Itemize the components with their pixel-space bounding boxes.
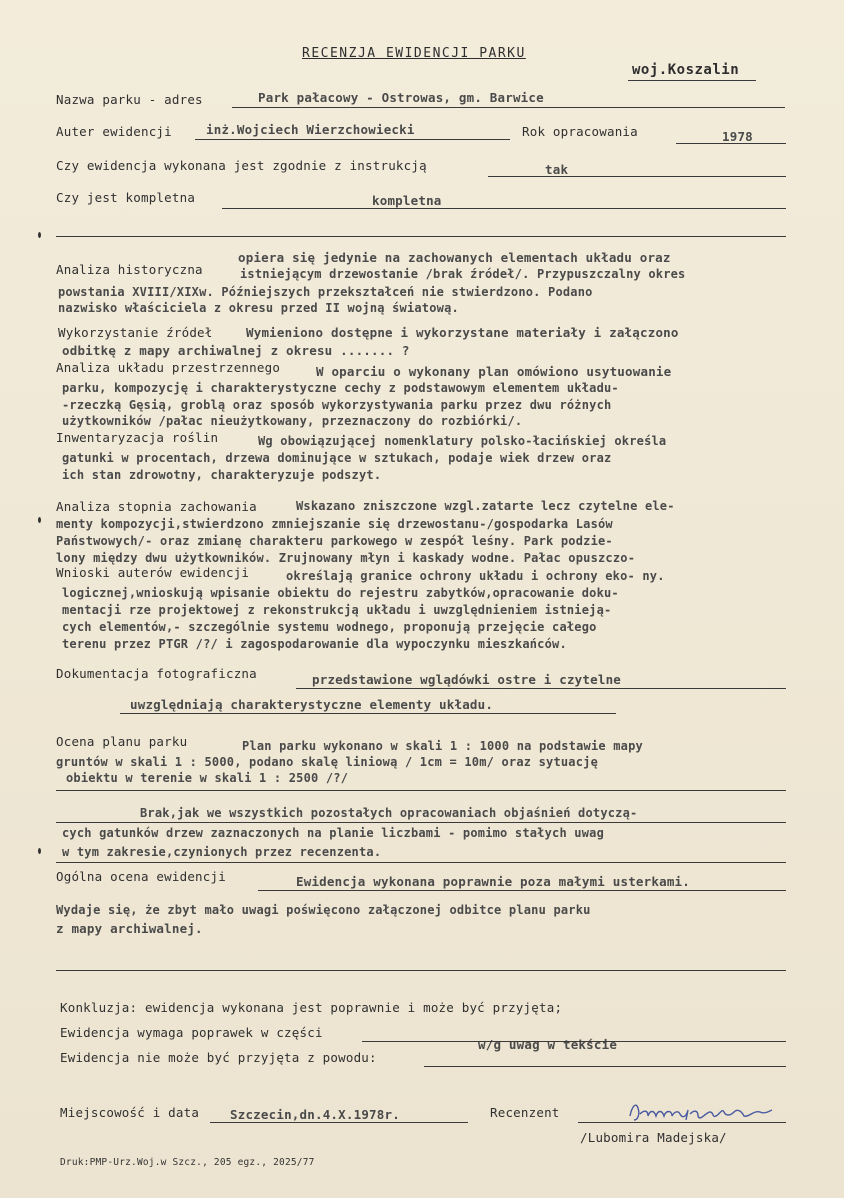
photo-line-2: uwzględniają charakterystyczne elementy układu. bbox=[130, 697, 494, 712]
sources-line-2: odbitkę z mapy archiwalnej z okresu ....... ? bbox=[62, 343, 410, 358]
conclusion-corrections-value: w/g uwag w tekście bbox=[478, 1037, 618, 1052]
plan-line-3: obiektu w terenie w skali 1 : 2500 /?/ bbox=[66, 771, 349, 785]
complete-label: Czy jest kompletna bbox=[56, 190, 196, 205]
preservation-line-1: Wskazano zniszczone wzgl.zatarte lecz czytelne ele- bbox=[296, 499, 675, 513]
conclusion-corrections-line bbox=[362, 1041, 786, 1042]
plants-line-3: ich stan zdrowotny, charakteryzuje podszyt. bbox=[62, 468, 382, 482]
conclusions-line-4: cych elementów,- szczególnie systemu wodnego, proponują przejęcie całego bbox=[62, 620, 597, 634]
author-line bbox=[195, 139, 510, 140]
layout-line-4: użytkowników /pałac nieużytkowany, przeznaczony do rozbiórki/. bbox=[62, 414, 523, 428]
overall-label: Ogólna ocena ewidencji bbox=[56, 869, 226, 884]
history-line-4: nazwisko właściciela z okresu przed II wojną światową. bbox=[58, 301, 459, 315]
layout-label: Analiza układu przestrzennego bbox=[56, 360, 281, 375]
history-line-2: istniejącym drzewostanie /brak źródeł/. Przypuszczalny okres bbox=[240, 267, 686, 281]
park-name-label: Nazwa parku - adres bbox=[56, 92, 203, 107]
region-label: woj.Koszalin bbox=[632, 62, 740, 78]
conclusions-label: Wnioski auterów ewidencji bbox=[56, 565, 250, 580]
author-value: inż.Wojciech Wierzchowiecki bbox=[206, 122, 415, 137]
plan-line-2: gruntów w skali 1 : 5000, podano skalę liniową / 1cm = 10m/ oraz sytuację bbox=[56, 755, 598, 769]
conclusion-reject-line bbox=[424, 1066, 786, 1067]
reviewer-label: Recenzent bbox=[490, 1105, 560, 1120]
preservation-line-3: Państwowych/- oraz zmianę charakteru parkowego w zespół leśny. Park podzie- bbox=[56, 534, 613, 548]
photo-label: Dokumentacja fotograficzna bbox=[56, 666, 257, 681]
plan-rule-2 bbox=[56, 822, 786, 823]
park-name-value: Park pałacowy - Ostrowas, gm. Barwice bbox=[258, 90, 544, 105]
conclusion-corrections-label: Ewidencja wymaga poprawek w części bbox=[60, 1025, 323, 1040]
history-label: Analiza historyczna bbox=[56, 262, 203, 277]
layout-line-3: -rzeczką Gęsią, groblą oraz sposób wykorzystywania parku przez dwu różnych bbox=[62, 398, 612, 412]
conclusions-line-5: terenu przez PTGR /?/ i zagospodarowanie dla wypoczynku mieszkańców. bbox=[62, 637, 567, 651]
margin-mark-1 bbox=[38, 232, 41, 238]
layout-line-1: W oparciu o wykonany plan omówiono usytuowanie bbox=[316, 364, 672, 379]
preservation-line-4: lony między dwu użytkowników. Zrujnowany młyn i kaskady wodne. Pałac opuszczo- bbox=[56, 551, 636, 565]
photo-line-2-rule bbox=[120, 713, 616, 714]
plan-label: Ocena planu parku bbox=[56, 734, 188, 749]
preservation-label: Analiza stopnia zachowania bbox=[56, 499, 257, 514]
preservation-line-2: menty kompozycji,stwierdzono zmniejszanie się drzewostanu-/gospodarka Lasów bbox=[56, 517, 613, 531]
photo-line-1-rule bbox=[296, 688, 786, 689]
reviewer-name: /Lubomira Madejska/ bbox=[580, 1130, 727, 1145]
region-underline bbox=[628, 80, 756, 81]
margin-mark-2 bbox=[38, 517, 41, 523]
sources-label: Wykorzystanie źródeł bbox=[58, 325, 213, 340]
history-line-1: opiera się jedynie na zachowanych elementach układu oraz bbox=[238, 250, 671, 265]
conclusion-reject-label: Ewidencja nie może być przyjęta z powodu: bbox=[60, 1050, 377, 1065]
overall-rule-2 bbox=[56, 970, 786, 971]
plants-line-1: Wg obowiązującej nomenklatury polsko-łacińskiej określa bbox=[258, 434, 667, 448]
year-line bbox=[676, 143, 786, 144]
plants-line-2: gatunki w procentach, drzewa dominujące w sztukach, podaje wiek drzew oraz bbox=[62, 451, 612, 465]
place-date-line bbox=[210, 1122, 468, 1123]
author-label: Auter ewidencji bbox=[56, 124, 172, 139]
conclusions-line-2: logicznej,wnioskują wpisanie obiektu do rejestru zabytków,opracowanie doku- bbox=[62, 586, 619, 600]
plan-line-1: Plan parku wykonano w skali 1 : 1000 na podstawie mapy bbox=[242, 739, 643, 753]
complete-value: kompletna bbox=[372, 193, 442, 208]
plants-label: Inwentaryzacja roślin bbox=[56, 430, 219, 445]
complete-line bbox=[222, 208, 786, 209]
plan-line-4: Brak,jak we wszystkich pozostałych opracowaniach objaśnień dotyczą- bbox=[140, 806, 638, 820]
layout-line-2: parku, kompozycję i charakterystyczne cechy z podstawowym elementem układu- bbox=[62, 381, 619, 395]
sources-line-1: Wymieniono dostępne i wykorzystane materiały i załączono bbox=[246, 325, 679, 340]
instruction-value: tak bbox=[545, 162, 569, 177]
overall-line-2: Wydaje się, że zbyt mało uwagi poświęcono załączonej odbitce planu parku bbox=[56, 903, 591, 917]
margin-mark-3 bbox=[38, 848, 41, 854]
photo-line-1: przedstawione wglądówki ostre i czytelne bbox=[312, 672, 622, 687]
plan-line-5: cych gatunków drzew zaznaczonych na planie liczbami - pomimo stałych uwag bbox=[62, 826, 604, 840]
plan-line-6: w tym zakresie,czynionych przez recenzenta. bbox=[62, 845, 382, 859]
conclusion-line-1: Konkluzja: ewidencja wykonana jest poprawnie i może być przyjęta; bbox=[60, 1000, 563, 1015]
conclusions-line-3: mentacji rze projektowej z rekonstrukcją układu i uwzględnieniem istnieją- bbox=[62, 603, 612, 617]
overall-line-3: z mapy archiwalnej. bbox=[56, 921, 203, 936]
instruction-line bbox=[488, 176, 786, 177]
year-label: Rok opracowania bbox=[522, 124, 638, 139]
overall-line-1: Ewidencja wykonana poprawnie poza małymi usterkami. bbox=[296, 874, 691, 889]
place-date-value: Szczecin,dn.4.X.1978r. bbox=[230, 1107, 400, 1122]
place-date-label: Miejscowość i data bbox=[60, 1105, 200, 1120]
history-line-3: powstania XVIII/XIXw. Późniejszych przekształceń nie stwierdzono. Podano bbox=[58, 285, 593, 299]
park-name-line bbox=[232, 107, 785, 108]
year-value: 1978 bbox=[722, 129, 753, 144]
blank-line bbox=[56, 236, 786, 237]
reviewer-signature bbox=[626, 1098, 776, 1126]
overall-rule-1 bbox=[258, 890, 786, 891]
plan-rule-1 bbox=[56, 790, 786, 791]
conclusions-line-1: określają granice ochrony układu i ochrony eko- ny. bbox=[286, 569, 665, 583]
instruction-label: Czy ewidencja wykonana jest zgodnie z instrukcją bbox=[56, 158, 427, 173]
print-info: Druk:PMP-Urz.Woj.w Szcz., 205 egz., 2025/77 bbox=[60, 1157, 315, 1168]
plan-rule-3 bbox=[56, 862, 786, 863]
page-title: RECENZJA EWIDENCJI PARKU bbox=[302, 46, 526, 61]
